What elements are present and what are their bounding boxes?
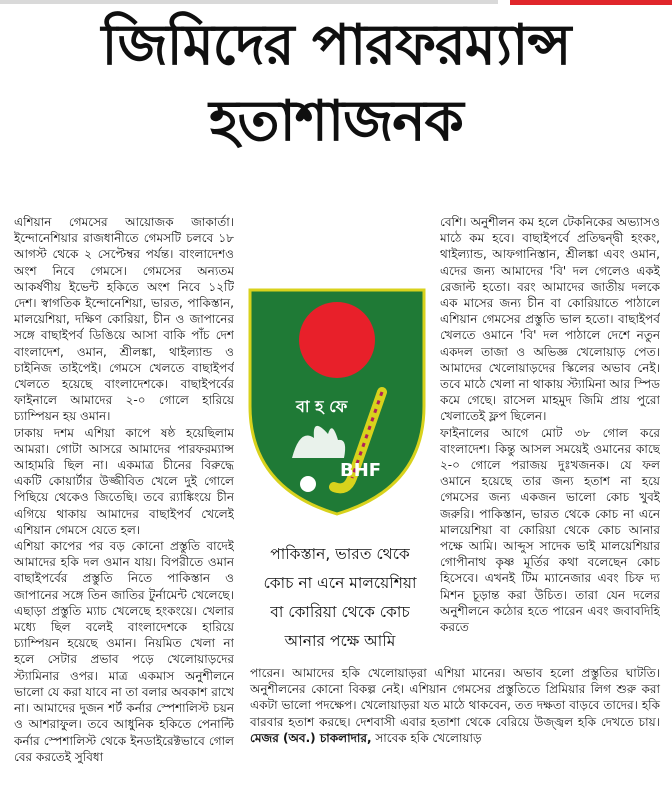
bhf-logo <box>248 288 426 516</box>
article-paragraph: এশিয়া কাপের পর বড় কোনো প্রস্তুতি বাদেই আমাদের হকি দল ওমান যায়। বিপরীতে ওমান বাছাইপর্বের প্রস্তুতি নিতে পাকিস্তান ও জাপানের সঙ্গে তিন জাতির টুর্নামেন্ট খেলেছে। এছাড়া প্রস্তুতি ম্যাচ খেলেছে হংকংয়ে। খেলার মধ্যে ছিল বলেই বাংলাদেশকে হারিয়ে চ্যাম্পিয়ন হয়েছে ওমান। নিয়মিত খেলা না হলে সেটার প্রভাব পড়ে খেলোয়াড়দের স্ট্যামিনার ওপর। মাত্র একমাস অনুশীলনে ভালো যে করা যাবে না তা বলার অবকাশ রাখে না। আমাদের দুজন শর্ট কর্নার স্পেশালিস্ট চয়ন ও আশরাফুল। তবে আধুনিক হকিতে পেনাল্টি কর্নার স্পেশালিস্ট থেকে ইনডাইরেক্টভাবে গোল বের করতেই সুবিধা <box>14 539 234 764</box>
pull-quote <box>240 540 440 656</box>
headline-line-2: হতাশাজনক <box>209 89 463 154</box>
byline <box>250 731 482 745</box>
byline-name: মেজর (অব.) চাকলাদার, <box>250 730 372 745</box>
logo-red-disc <box>299 302 375 378</box>
pull-quote-line: বা কোরিয়া থেকে কোচ <box>270 603 410 621</box>
top-rule <box>0 0 672 6</box>
article-paragraph: ঢাকায় দশম এশিয়া কাপে ষষ্ঠ হয়েছিলাম আমরা। গোটা আসরে আমাদের পারফরম্যান্স আহামরি ছিল না। একমাত্র চীনের বিরুদ্ধে একটি কোয়ার্টার উজ্জীবিত খেলে দুই গোলে পিছিয়ে থেকেও জিতেছি। তবে র‍্যাঙ্কিংয়ে চীন এগিয়ে থাকায় আমাদের বাছাইপর্ব খেলেই এশিয়ান গেমসে যেতে হল। <box>14 425 234 537</box>
top-rule-grey <box>0 0 498 4</box>
logo-text-en: BHF <box>340 460 382 481</box>
article-paragraph: বেশি। অনুশীলন কম হলে টেকনিকের অভ্যাসও মাঠে কম হবে। বাছাইপর্বে প্রতিদ্বন্দ্বী হংকং, থাইল্যান্ড, আফগানিস্তান, শ্রীলঙ্কা এবং ওমান, এদের জন্য আমাদের 'বি' দল গেলেও একই রেজাল্ট হতো। বরং আমাদের জাতীয় দলকে এক মাসের জন্য চীন বা কোরিয়াতে পাঠালে এশিয়ান গেমসের প্রস্তুতি ভাল হতো। বাছাইপর্ব খেলতে ওমানে 'বি' দল পাঠালে দেশে নতুন একদল তাজা ও অভিজ্ঞ খেলোয়াড় পেত। আমাদের খেলোয়াড়দের স্কিলের অভাব নেই। তবে মাঠে খেলা না থাকায় স্ট্যামিনা আর স্পিড কমে গেছে। রাসেল মাহমুদ জিমি প্রায় পুরো খেলাতেই ফ্লপ ছিলেন। <box>440 215 660 424</box>
article-column-left <box>14 214 234 794</box>
headline <box>0 8 672 160</box>
article-paragraph: ফাইনালের আগে মোট ৩৮ গোল করে বাংলাদেশ। কিন্তু আসল সময়েই ওমানের কাছে ২-০ গোলে পরাজয় দুঃখজনক। যে ফল ওমানে হয়েছে তার জন্য হতাশ না হয়ে গেমসের জন্য একজন ভালো কোচ খুবই জরুরি। পাকিস্তান, ভারত থেকে কোচ না এনে মালয়েশিয়া বা কোরিয়া থেকে কোচ আনার পক্ষে আমি। আব্দুস সাদেক ভাই মালয়েশিয়ার গোপীনাথ কৃষ্ণ মূর্তির কথা বলেছেন কোচ হিসেবে। এখনই টিম ম্যানেজার এবং চিফ দ্য মিশন চূড়ান্ত করা উচিত। তারা যেন দলের অনুশীলনে কঠোর হতে পারেন এবং জবাবদিহি করতে <box>440 425 660 635</box>
pull-quote-line: পাকিস্তান, ভারত থেকে <box>270 545 410 563</box>
pull-quote-line: কোচ না এনে মালয়েশিয়া <box>263 574 417 592</box>
article-paragraph: এশিয়ান গেমসের আয়োজক জাকার্তা। ইন্দোনেশিয়ার রাজধানীতে গেমসটি চলবে ১৮ আগস্ট থেকে ২ সেপ্টেম্বর পর্যন্ত। বাংলাদেশও অংশ নিবে গেমসে। গেমসের অন্যতম আকর্ষণীয় ইভেন্ট হকিতে অংশ নিবে ১২টি দেশ। স্বাগতিক ইন্দোনেশিয়া, ভারত, পাকিস্তান, মালয়েশিয়া, দক্ষিণ কোরিয়া, চীন ও জাপানের সঙ্গে বাছাইপর্ব ডিঙিয়ে আসা বাকি পাঁচ দেশ বাংলাদেশ, ওমান, শ্রীলঙ্কা, থাইল্যান্ড ও চাইনিজ তাইপেই। গেমসে খেলতে বাছাইপর্ব খেলতে হয়েছে বাংলাদেশকে। বাছাইপর্বের ফাইনালে আমাদের ২-০ গোলে হারিয়ে চ্যাম্পিয়ন হয় ওমান। <box>14 215 234 424</box>
top-rule-red <box>510 0 672 5</box>
pull-quote-line: আনার পক্ষে আমি <box>284 632 396 650</box>
article-paragraph: পারেন। আমাদের হকি খেলোয়াড়রা এশিয়া মানের। অভাব হলো প্রস্তুতির ঘাটতি। অনুশীলনের কোনো বিকল্প নেই। এশিয়ান গেমসের প্রস্তুতিতে প্রিমিয়ার লিগ শুরু করা একটা ভালো পদক্ষেপ। খেলোয়াড়রা যত মাঠে থাকবেন, তত দক্ষতা বাড়বে তাদের। হকি বারবার হতাশ করছে। দেশবাসী এবার হতাশা থেকে বেরিয়ে উজ্জ্বল হকি দেখতে চায়। <box>250 666 660 729</box>
logo-ball <box>300 476 316 492</box>
logo-text-bn: বা হ ফে <box>296 397 348 416</box>
headline-line-1: জিমিদের পারফরম্যান্স <box>101 13 571 78</box>
article-column-bottom <box>250 665 660 746</box>
byline-role: সাবেক হকি খেলোয়াড় <box>371 730 482 745</box>
